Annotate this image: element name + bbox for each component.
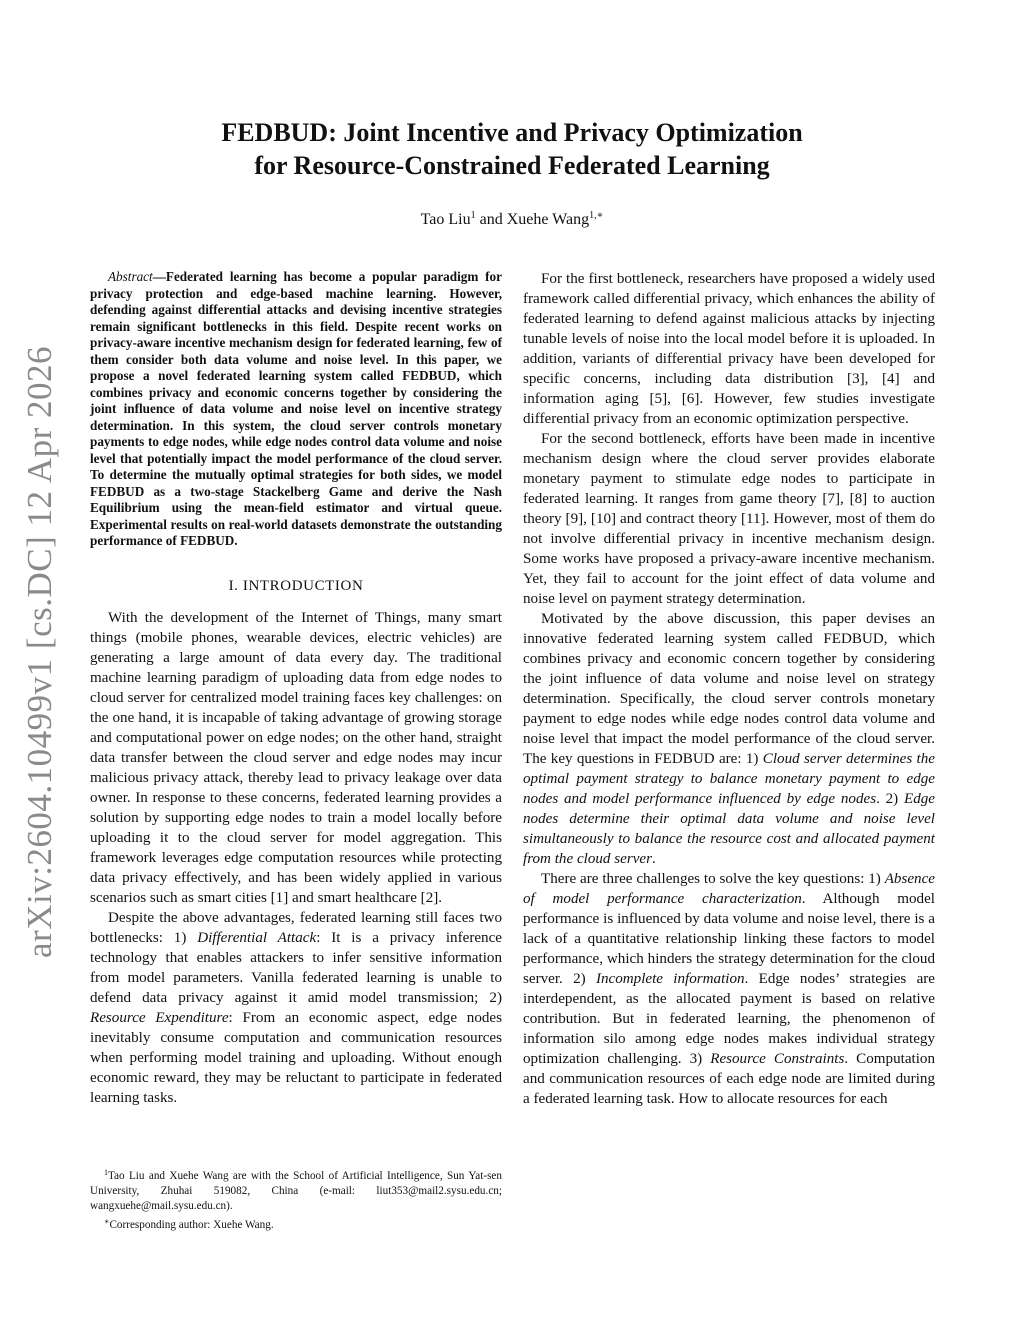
text-run: . bbox=[651, 851, 656, 867]
footnote-corresponding bbox=[90, 1214, 502, 1233]
key-question-2: Edge nodes determine their optimal data volume and noise level simultaneously to balance the resource cost and allocated payment from the cloud server bbox=[523, 791, 935, 867]
footnote-affiliation-text: Tao Liu and Xuehe Wang are with the School of Artificial Intelligence, Sun Yat-sen University, Zhuhai 519082, China (e-mail: liut353@mail2.sysu.edu.cn; wangxuehe@mail.sysu.edu.cn). bbox=[90, 1170, 502, 1212]
intro-paragraph-5 bbox=[523, 609, 935, 869]
key-question-1: Cloud server determines the optimal payment strategy to balance monetary payment to edge nodes and model performance influenced by edge nodes bbox=[523, 751, 936, 807]
text-run: . Edge nodes’ strategies are interdependent, as the allocated payment is based on relative contribution. But in federated learning, the phenomenon of information silo among edge nodes makes individual strategy optimization challenging. 3) bbox=[523, 971, 935, 1067]
author-1: Tao Liu bbox=[420, 211, 471, 228]
footnote-corresponding-text: Corresponding author: Xuehe Wang. bbox=[109, 1219, 274, 1231]
abstract-label: Abstract bbox=[108, 269, 153, 284]
footnote-affiliation bbox=[90, 1165, 502, 1214]
intro-paragraph-4: For the second bottleneck, efforts have been made in incentive mechanism design where the cloud server provides elaborate monetary payment to stimulate edge nodes to participate in federated learning. It ranges from game theory [7], [8] to auction theory [9], [10] and contract theory [11]. However, most of them do not involve differential privacy in incentive mechanism design. Some works have proposed a privacy-aware incentive mechanism. Yet, they fail to account for the joint effect of data volume and noise level on payment strategy determination. bbox=[523, 431, 935, 607]
term-resource-expenditure: Resource Expenditure bbox=[90, 1009, 229, 1026]
title-line-2: for Resource-Constrained Federated Learning bbox=[254, 151, 770, 180]
author-conjunction: and bbox=[475, 211, 507, 228]
section-heading-introduction: I. INTRODUCTION bbox=[228, 577, 364, 594]
paper-title bbox=[0, 116, 1024, 182]
author-2: Xuehe Wang bbox=[506, 211, 590, 228]
text-run: : It is a privacy inference technology that enables attackers to infer sensitive information from model parameters. Vanilla federated learning is unable to defend data privacy against it amid model transmission; 2) bbox=[90, 929, 502, 1006]
text-run: There are three challenges to solve the key questions: 1) bbox=[541, 871, 885, 887]
author-list bbox=[0, 210, 1024, 229]
left-column bbox=[90, 269, 502, 1108]
footnote-marker-2: ∗ bbox=[104, 1217, 110, 1226]
challenge-3: Resource Constraints bbox=[710, 1051, 845, 1067]
title-line-1: FEDBUD: Joint Incentive and Privacy Optimization bbox=[221, 118, 803, 147]
term-differential-attack: Differential Attack bbox=[197, 929, 317, 946]
abstract-dash: — bbox=[152, 269, 166, 284]
abstract bbox=[90, 269, 502, 550]
text-run: Motivated by the above discussion, this paper devises an innovative federated learning system called FEDBUD, which combines privacy and economic concern together by considering the joint influence of data volume and noise level on strategy determination. Specifically, the cloud server controls monetary payment to edge nodes while edge nodes control data volume and noise level that impact the model performance of the cloud server. The key questions in FEDBUD are: 1) bbox=[523, 611, 935, 767]
footnote-marker-1: 1 bbox=[104, 1168, 108, 1177]
text-run: . Although model performance is influenced by data volume and noise level, there is a lack of a quantitative relationship linking these factors to model performance, which hinders the strategy determination for the cloud server. 2) bbox=[523, 891, 935, 987]
text-run: Despite the above advantages, federated learning still faces two bottlenecks: 1) bbox=[90, 909, 502, 946]
author-1-affiliation: 1 bbox=[470, 210, 476, 221]
challenge-1: Absence of model performance characterization bbox=[523, 871, 935, 907]
text-run: . 2) bbox=[876, 791, 904, 807]
right-column bbox=[523, 269, 935, 1109]
abstract-text: Federated learning has become a popular paradigm for privacy protection and edge-based machine learning. However, defending against differential attacks and devising incentive strategies remain significant bottlenecks in this field. Despite recent works on privacy-aware incentive mechanism design for federated learning, few of them consider both data volume and noise level. In this paper, we propose a novel federated learning system called FEDBUD, which combines privacy and economic concerns together by considering the joint influence of data volume and noise level on incentive strategy determination. In this system, the cloud server controls monetary payments to edge nodes, while edge nodes control data volume and noise level that potentially impact the model performance of the cloud server. To determine the mutually optimal strategies for both sides, we model FEDBUD as a two-stage Stackelberg Game and derive the Nash Equilibrium using the mean-field estimator and virtual queue. Experimental results on real-world datasets demonstrate the outstanding performance of FEDBUD. bbox=[90, 269, 502, 548]
challenge-2: Incomplete information bbox=[595, 971, 745, 987]
affiliation-footnote bbox=[90, 1165, 502, 1233]
intro-paragraph-1: With the development of the Internet of Things, many smart things (mobile phones, wearable devices, electric vehicles) are generating a large amount of data every day. The traditional machine learning paradigm of uploading data from edge nodes to cloud server for centralized model training faces key challenges: on the one hand, it is incapable of taking advantage of growing storage and computational power on edge nodes; on the other hand, straight data transfer between the cloud server and edge nodes may incur malicious privacy attack, thereby lead to privacy leakage over data owner. In response to these concerns, federated learning provides a solution by supporting edge nodes to train a model locally before uploading it to the cloud server for model aggregation. This framework leverages edge computation resources while protecting data privacy effectively, and has been widely applied in various scenarios such as smart cities [1] and smart healthcare [2]. bbox=[90, 609, 502, 906]
intro-paragraph-6 bbox=[523, 869, 935, 1109]
intro-paragraph-2 bbox=[90, 908, 502, 1108]
text-run: : From an economic aspect, edge nodes inevitably consume computation and communication resources when performing model training and uploading. Without enough economic reward, they may be reluctant to participate in federated learning tasks. bbox=[90, 1009, 502, 1106]
author-2-affiliation: 1,∗ bbox=[589, 210, 604, 221]
text-run: . Computation and communication resources of each edge node are limited during a federated learning task. How to allocate resources for each bbox=[523, 1051, 935, 1107]
intro-paragraph-3: For the first bottleneck, researchers have proposed a widely used framework called differential privacy, which enhances the ability of federated learning to defend against malicious attacks by injecting tunable levels of noise into the local model before it is uploaded. In addition, variants of differential privacy have been developed for specific concerns, including data distribution [3], [4] and information aging [5], [6]. However, few studies investigate differential privacy from an economic optimization perspective. bbox=[523, 271, 935, 427]
arxiv-identifier: arXiv:2604.10499v1 [cs.DC] 12 Apr 2026 bbox=[20, 345, 59, 958]
